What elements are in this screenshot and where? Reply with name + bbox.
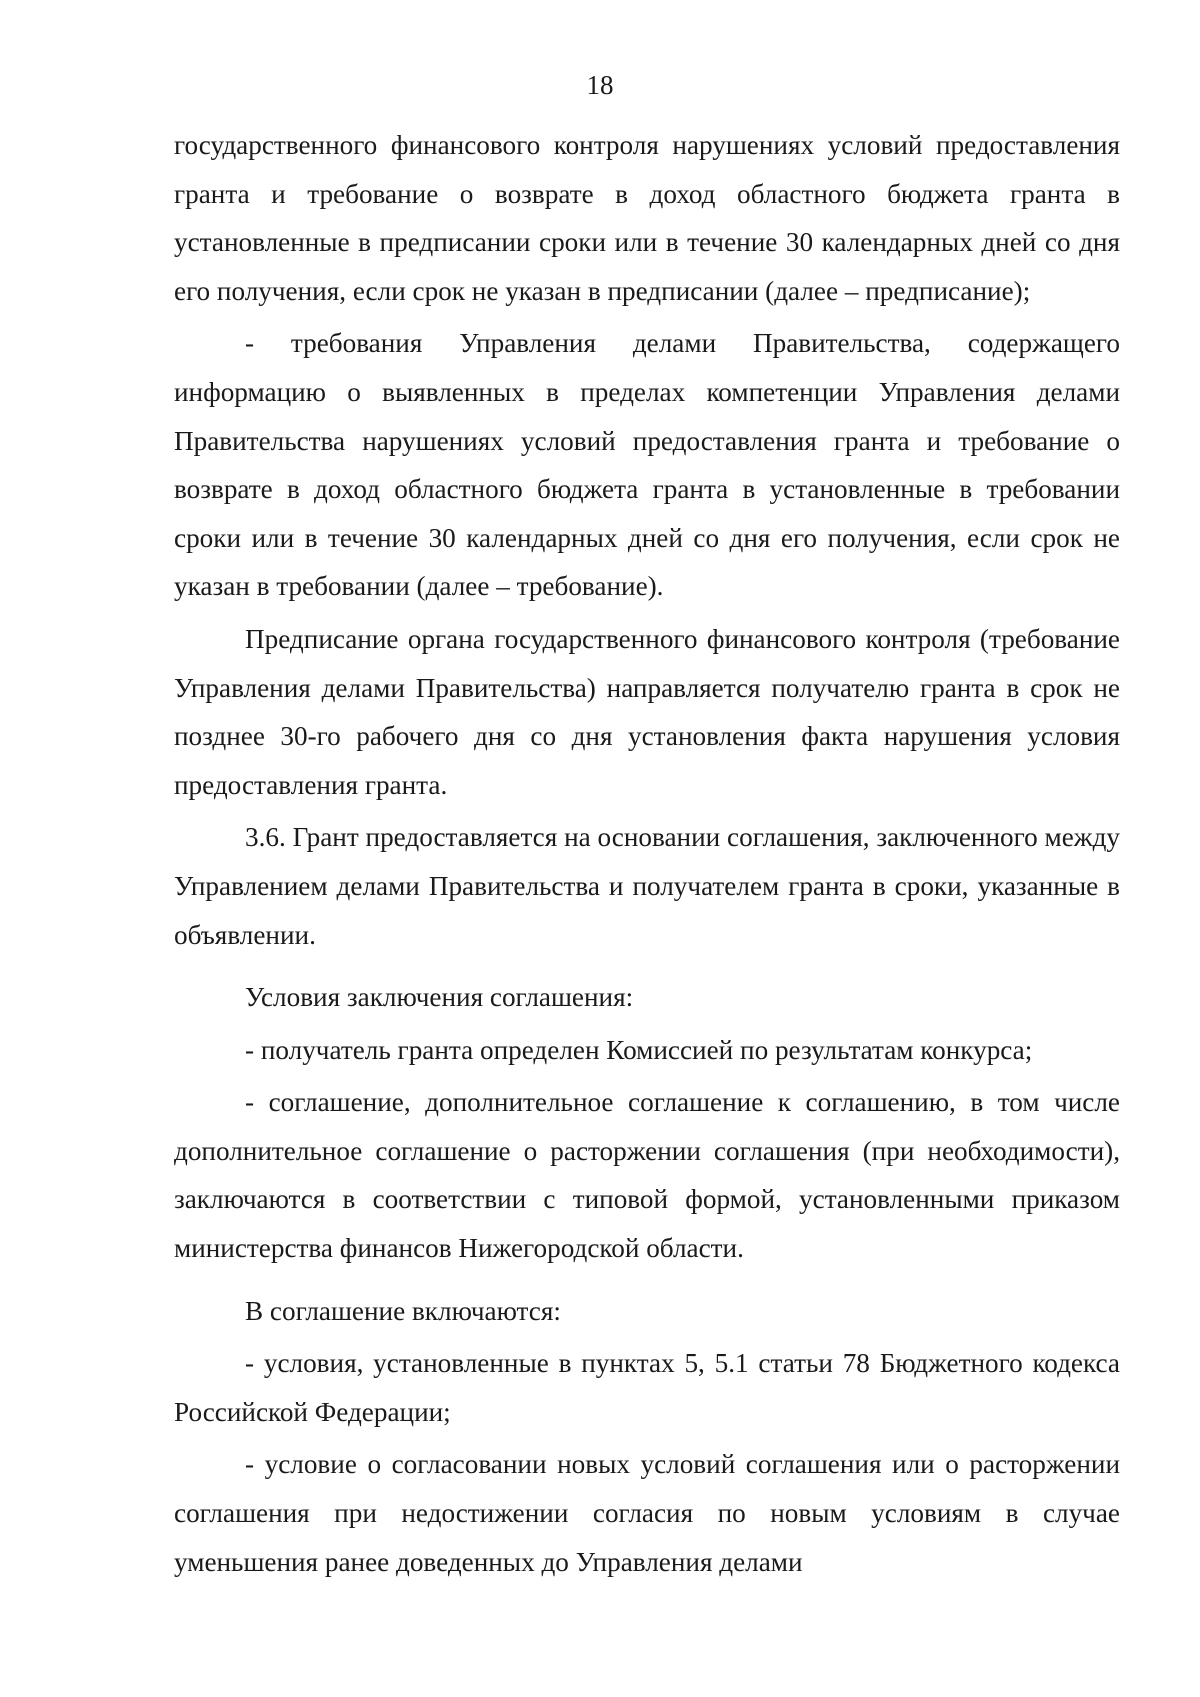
paragraph-section-3-6: 3.6. Грант предоставляется на основании соглашения, заключенного между Управлением делами Правительства и получателем гранта в сроки, указанные в объявлении. [174, 822, 1120, 950]
list-item-agreement-form: - соглашение, дополнительное соглашение к соглашению, в том числе дополнительное соглашение о расторжении соглашения (при необходимости), заключаются в соответствии с типовой формой, установленными приказом министерства финансов Нижегородской области. [174, 1087, 1120, 1264]
page-number: 18 [586, 70, 614, 100]
paragraph-prescription: Предписание органа государственного финансового контроля (требование Управления делами Правительства) направляется получателю гранта в срок не позднее 30-го рабочего дня со дня установления факта нарушения условия предоставления гранта. [174, 623, 1120, 800]
paragraph-conditions-heading: Условия заключения соглашения: [245, 982, 634, 1013]
paragraph-requirement: - требования Управления делами Правительства, содержащего информацию о выявленных в пределах компетенции Управления делами Правительства нарушениях условий предоставления гранта и требование о возврате в доход областного бюджета гранта в установленные в требовании сроки или в течение 30 календарных дней со дня его получения, если срок не указан в требовании (далее – требование). [174, 328, 1120, 602]
list-item-recipient: - получатель гранта определен Комиссией по результатам конкурса; [245, 1034, 1033, 1065]
list-item-budget-code: - условия, установленные в пунктах 5, 5.1 статьи 78 Бюджетного кодекса Российской Федерации; [174, 1348, 1120, 1427]
document-body [174, 121, 1120, 1590]
paragraph-inclusions-heading: В соглашение включаются: [245, 1295, 561, 1326]
paragraph-continuation: государственного финансового контроля нарушениях условий предоставления гранта и требование о возврате в доход областного бюджета гранта в установленные в предписании сроки или в течение 30 календарных дней со дня его получения, если срок не указан в предписании (далее – предписание); [174, 130, 1120, 306]
list-item-new-conditions: - условие о согласовании новых условий соглашения или о расторжении соглашения при недостижении согласия по новым условиям в случае уменьшения ранее доведенных до Управления делами [174, 1449, 1120, 1577]
